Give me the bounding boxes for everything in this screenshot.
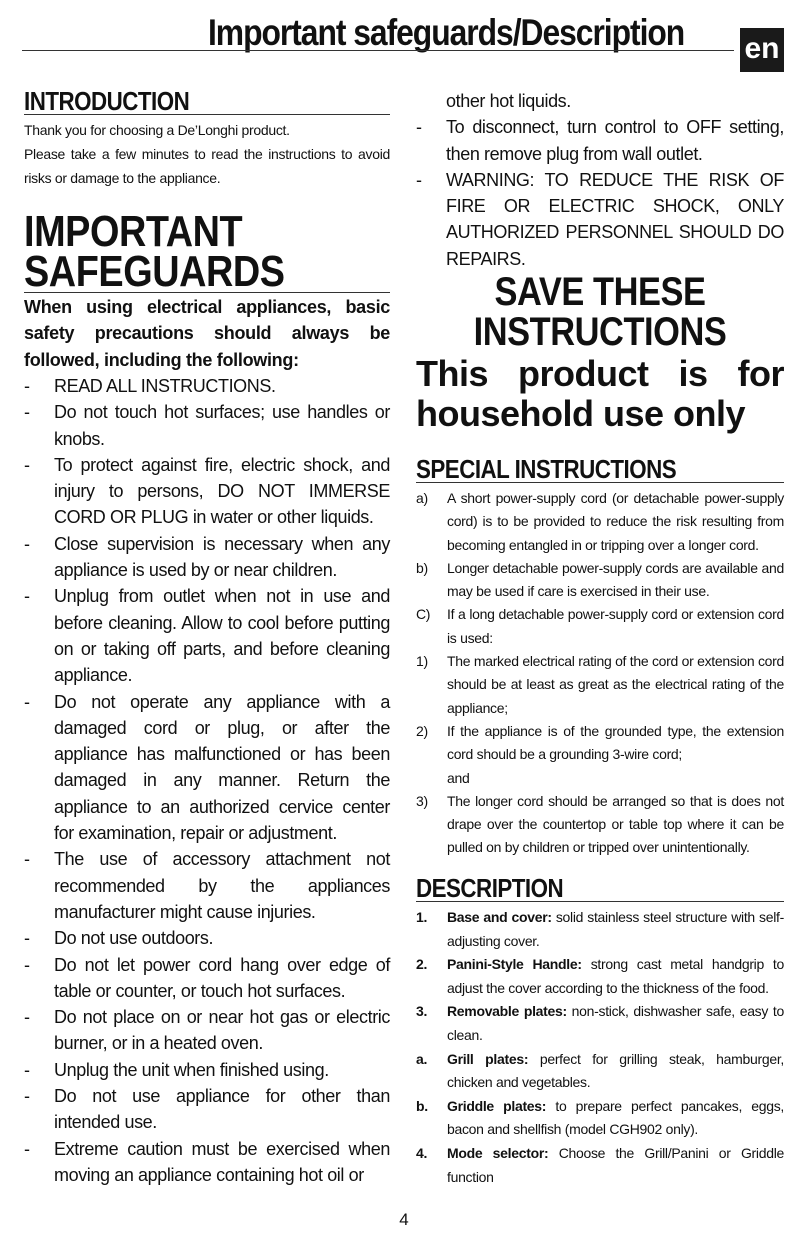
special-instructions-heading: SPECIAL INSTRUCTIONS xyxy=(416,456,784,483)
list-item: 2) If the appliance is of the grounded type, the extension cord should be a grounding 3-wire cord; xyxy=(416,722,784,763)
list-item: 3. Removable plates: non-stick, dishwasher safe, easy to clean. xyxy=(416,1003,784,1043)
safeguards-list xyxy=(24,373,390,1188)
language-badge: en xyxy=(740,28,784,72)
special-instructions-list xyxy=(416,487,784,860)
list-item: a. Grill plates: perfect for grilling steak, hamburger, chicken and vegetables. xyxy=(416,1050,785,1091)
list-item: 4. Mode selector: Choose the Grill/Panini or Griddle function xyxy=(416,1144,784,1185)
list-item: - READ ALL INSTRUCTIONS. xyxy=(24,376,276,396)
list-item: - Extreme caution must be exercised when moving an appliance containing hot oil or xyxy=(24,1138,390,1185)
page-number: 4 xyxy=(399,1210,409,1229)
important-safeguards-heading xyxy=(24,207,390,296)
list-item: - Close supervision is necessary when any appliance is used by or near children. xyxy=(24,533,390,581)
list-item: 2. Panini-Style Handle: strong cast metal handgrip to adjust the cover according to the thickness of the food. xyxy=(416,956,785,996)
safeguards-list-continued xyxy=(416,88,784,272)
list-item: 3) The longer cord should be arranged so that is does not drape over the countertop or table top where it can be pulled on by children or tripped over unintentionally. xyxy=(416,792,784,856)
list-item: b. Griddle plates: to prepare perfect pancakes, eggs, bacon and shellfish (model CGH902 only). xyxy=(416,1097,784,1138)
header-divider xyxy=(22,50,734,51)
list-item: 1) The marked electrical rating of the cord or extension cord should be at least as great as the electrical rating of the appliance; xyxy=(416,653,784,716)
list-item: 1. Base and cover: solid stainless steel structure with self-adjusting cover. xyxy=(416,909,784,949)
list-item: and xyxy=(447,769,470,786)
page-header-title: Important safeguards/Description xyxy=(208,12,685,53)
special-instructions-section xyxy=(416,456,784,860)
list-item: - Unplug from outlet when not in use and before cleaning. Allow to cool before putting on or taking off parts, and before cleaning appliance. xyxy=(24,586,390,686)
description-section xyxy=(416,875,784,1189)
description-list xyxy=(416,906,784,1189)
safeguards-heading-line2: SAFEGUARDS xyxy=(24,247,285,296)
list-item: C) If a long detachable power-supply cord or extension cord is used: xyxy=(416,606,784,646)
description-heading: DESCRIPTION xyxy=(416,875,784,902)
list-item: - Do not place on or near hot gas or electric burner, or in a heated oven. xyxy=(24,1007,390,1054)
save-instructions-heading xyxy=(416,272,784,352)
safeguards-heading-line1: IMPORTANT xyxy=(24,207,243,256)
list-item: a) A short power-supply cord (or detachable power-supply cord) is to be provided to reduce the risk resulting from becoming entangled in or tripping over a longer cord. xyxy=(416,490,784,553)
introduction-thanks: Thank you for choosing a De’Longhi product. xyxy=(24,122,290,138)
list-item: - Do not let power cord hang over edge of table or counter, or touch hot surfaces. xyxy=(24,954,390,1001)
introduction-heading: INTRODUCTION xyxy=(24,88,390,115)
introduction-read-note: Please take a few minutes to read the instructions to avoid risks or damage to the appliance. xyxy=(24,146,390,186)
list-item: - Do not operate any appliance with a damaged cord or plug, or after the appliance has malfunctioned or has been damaged in any manner. Return the appliance to an authorized cervice center for examination, repair or adjustment. xyxy=(24,691,390,844)
list-item: - Unplug the unit when finished using. xyxy=(24,1059,329,1080)
list-item: other hot liquids. xyxy=(446,91,571,111)
list-item: b) Longer detachable power-supply cords are available and may be used if care is exercised in their use. xyxy=(416,559,784,600)
save-line2: INSTRUCTIONS xyxy=(473,310,727,354)
list-item: - Do not touch hot surfaces; use handles or knobs. xyxy=(24,402,390,449)
list-item: - The use of accessory attachment not recommended by the appliances manufacturer might cause injuries. xyxy=(24,849,390,922)
list-item: - Do not use appliance for other than intended use. xyxy=(24,1086,390,1133)
introduction-section xyxy=(24,88,390,190)
save-line1: SAVE THESE xyxy=(494,270,706,314)
list-item: - To disconnect, turn control to OFF setting, then remove plug from wall outlet. xyxy=(416,117,784,164)
list-item: - WARNING: TO REDUCE THE RISK OF FIRE OR ELECTRIC SHOCK, ONLY AUTHORIZED PERSONNEL SHOULD DO REPAIRS. xyxy=(416,169,784,269)
list-item: - Do not use outdoors. xyxy=(24,928,214,949)
safeguards-lead: When using electrical appliances, basic safety precautions should always be followed, including the following: xyxy=(24,297,390,370)
list-item: - To protect against fire, electric shock, and injury to persons, DO NOT IMMERSE CORD OR PLUG in water or other liquids. xyxy=(24,454,390,528)
household-use-notice: This product is for household use only xyxy=(416,353,784,434)
